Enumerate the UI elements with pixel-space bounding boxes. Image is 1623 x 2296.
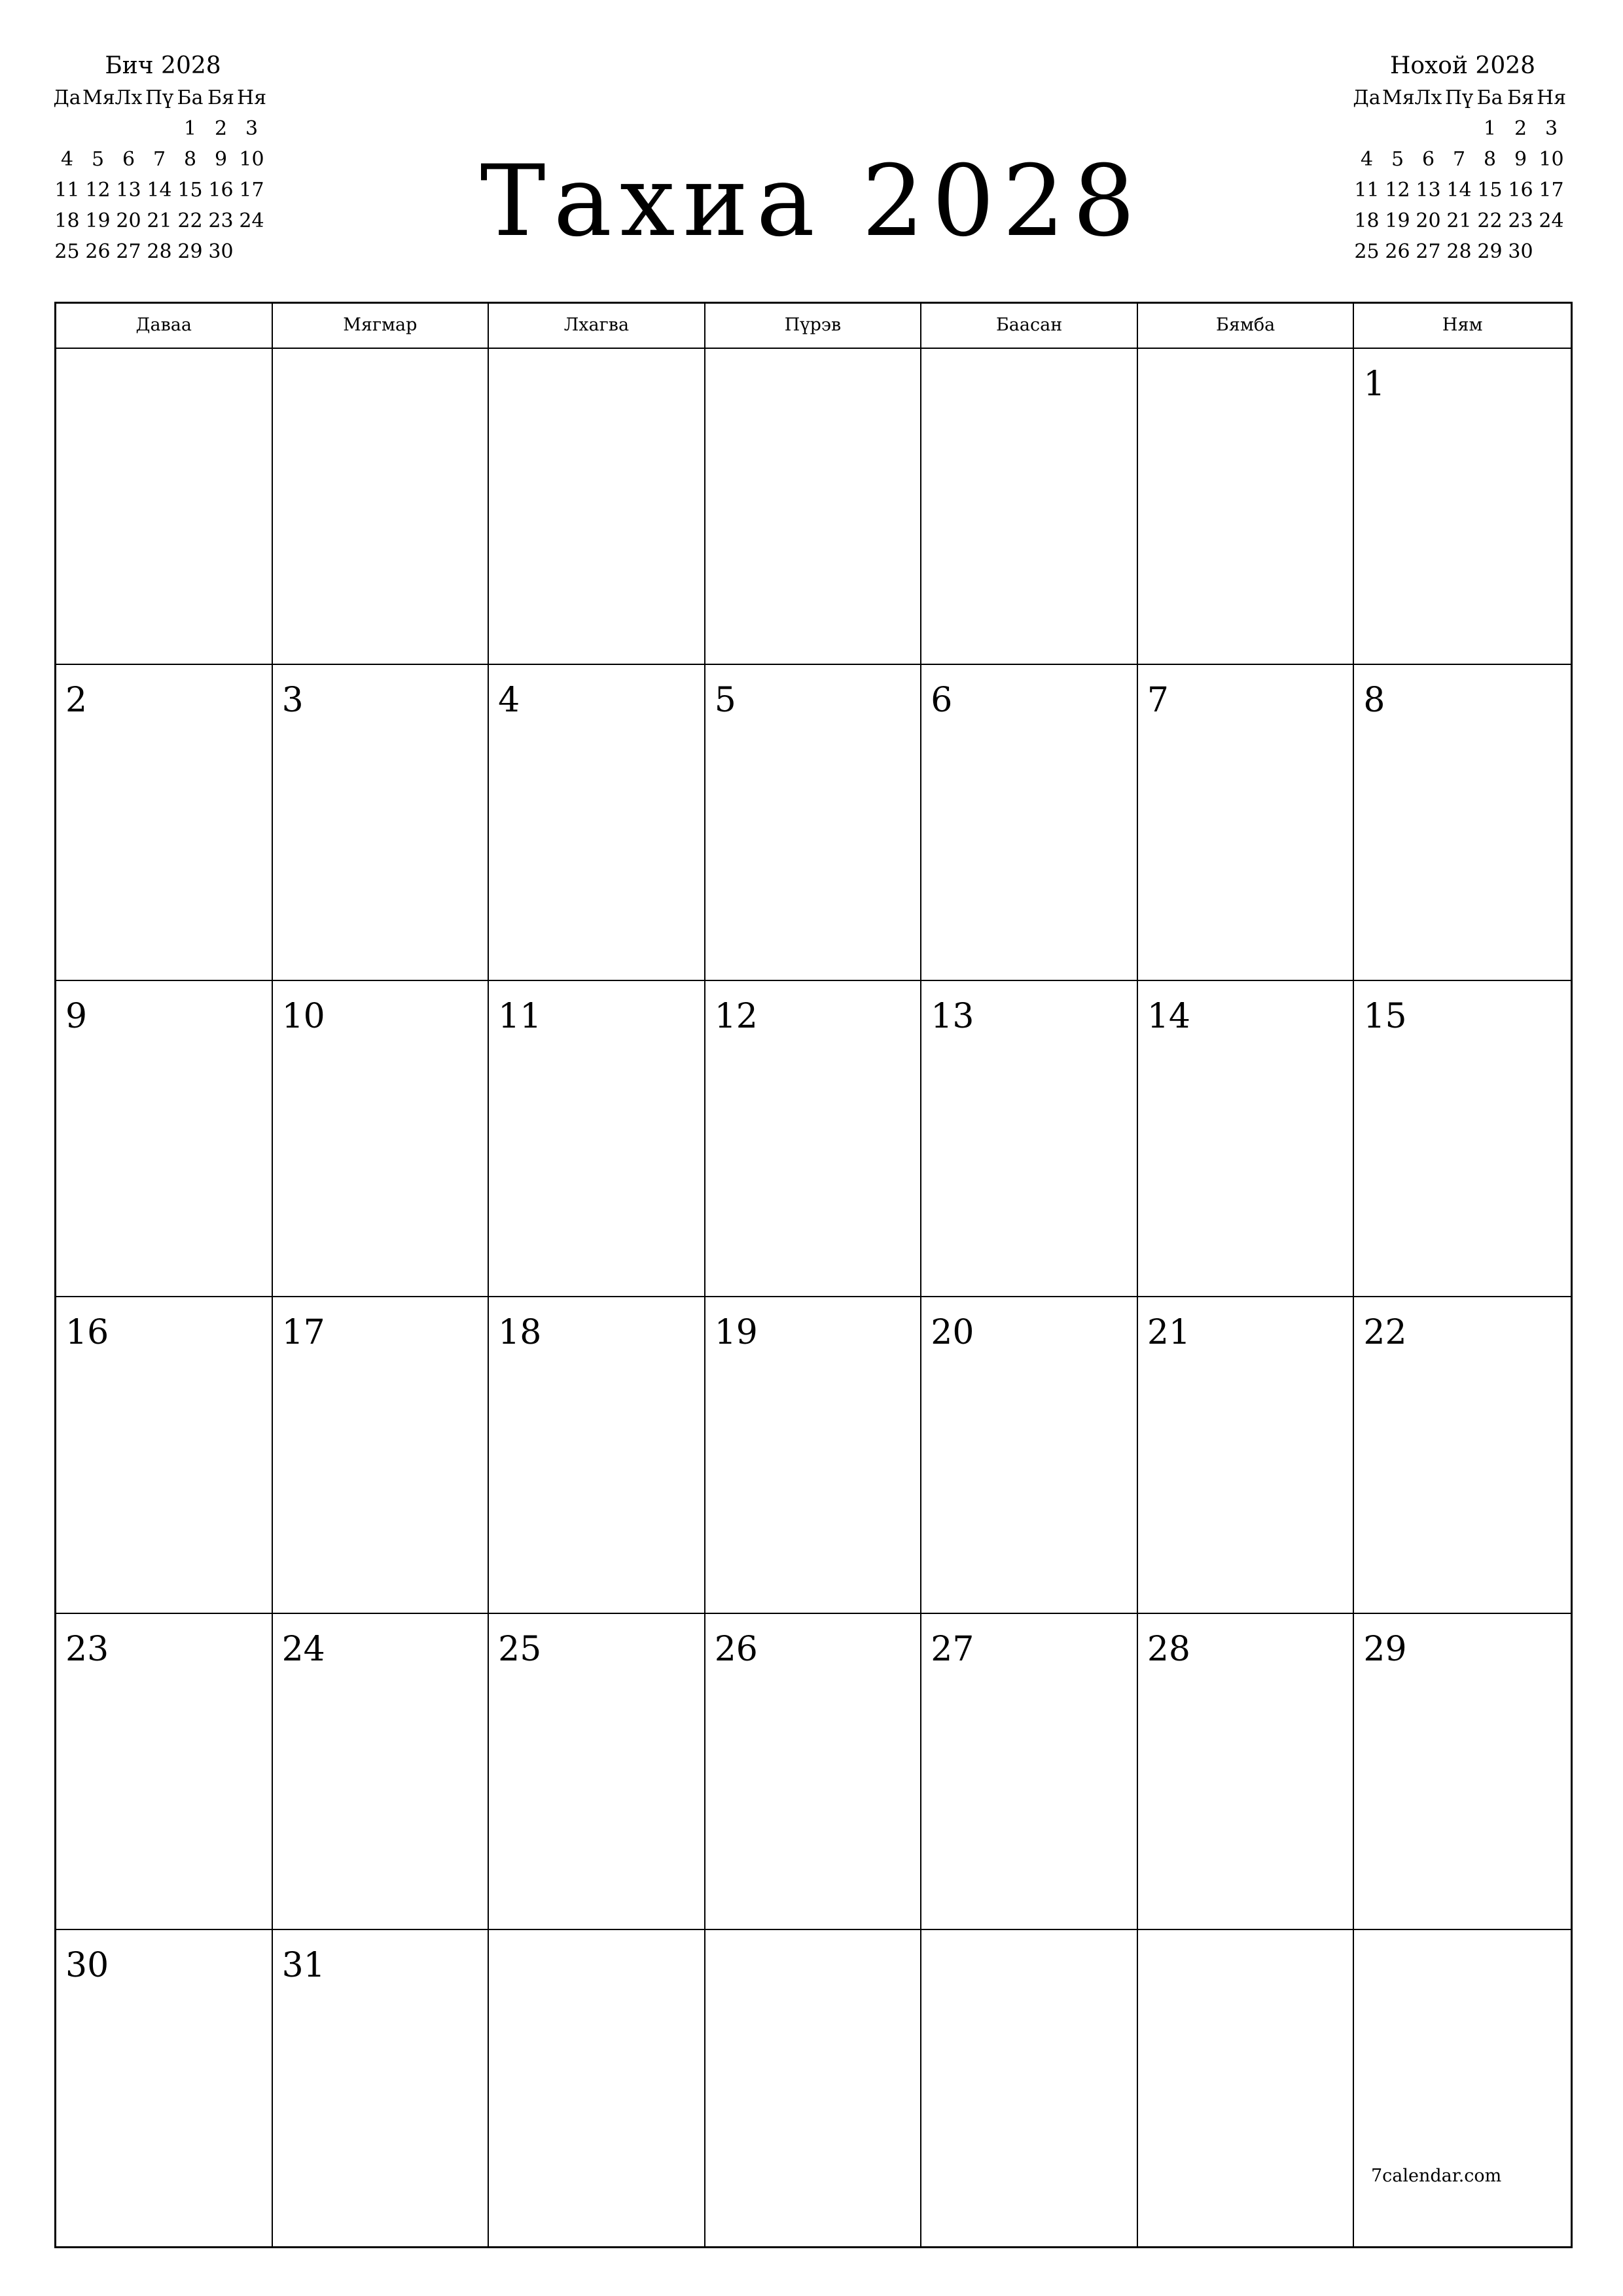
day-number: 13 [931, 997, 974, 1037]
mini-weekday-label: Ба [177, 86, 204, 109]
mini-day: 26 [1385, 240, 1410, 263]
day-cell[interactable] [705, 981, 922, 1297]
mini-day: 5 [1391, 148, 1404, 171]
mini-day: 29 [177, 240, 203, 263]
day-cell[interactable] [56, 981, 273, 1297]
day-number: 7 [1147, 681, 1169, 721]
mini-day: 17 [1539, 179, 1564, 202]
mini-day: 7 [1452, 148, 1466, 171]
day-number: 2 [65, 681, 88, 721]
day-number: 15 [1363, 997, 1407, 1037]
mini-day: 1 [1483, 117, 1497, 140]
mini-day: 23 [1508, 209, 1533, 232]
day-cell[interactable] [489, 349, 705, 665]
day-number: 28 [1147, 1629, 1191, 1669]
day-number: 12 [714, 997, 758, 1037]
mini-weekday-label: Мя [82, 86, 115, 109]
mini-weekday-label: Бя [207, 86, 234, 109]
day-number: 1 [1363, 365, 1385, 404]
mini-day: 27 [116, 240, 141, 263]
mini-day: 22 [1477, 209, 1503, 232]
next-month-title: Нохой 2028 [1389, 52, 1536, 79]
day-cell[interactable] [1354, 981, 1571, 1297]
mini-day: 9 [214, 148, 228, 171]
mini-day: 8 [1483, 148, 1497, 171]
mini-day: 11 [1354, 179, 1380, 202]
mini-day: 11 [54, 179, 80, 202]
day-cell[interactable] [56, 349, 273, 665]
mini-weekday-label: Да [53, 86, 81, 109]
mini-day: 19 [1385, 209, 1410, 232]
day-cell[interactable] [705, 1614, 922, 1930]
day-cell[interactable] [921, 665, 1138, 981]
day-number: 3 [281, 681, 304, 721]
mini-weekday-label: Пү [145, 86, 174, 109]
day-number: 23 [65, 1629, 109, 1669]
day-cell[interactable] [1138, 981, 1355, 1297]
mini-day: 24 [1539, 209, 1564, 232]
mini-day: 18 [54, 209, 80, 232]
day-cell[interactable] [705, 665, 922, 981]
day-cell[interactable] [1138, 1930, 1355, 2246]
mini-day: 24 [239, 209, 264, 232]
weekday-header: Мягмар [273, 304, 490, 349]
day-cell[interactable] [705, 1297, 922, 1613]
day-cell[interactable] [921, 1614, 1138, 1930]
next-month-grid [1351, 82, 1574, 267]
prev-month-title: Бич 2028 [105, 52, 221, 79]
day-cell[interactable] [489, 1614, 705, 1930]
mini-day: 27 [1416, 240, 1441, 263]
mini-day: 28 [147, 240, 172, 263]
day-cell[interactable] [489, 665, 705, 981]
day-number: 17 [281, 1313, 325, 1353]
mini-weekday-label: Бя [1507, 86, 1534, 109]
mini-day: 3 [245, 117, 259, 140]
day-cell[interactable] [56, 1614, 273, 1930]
weekday-header: Пүрэв [705, 304, 922, 349]
weekday-header: Лхагва [489, 304, 705, 349]
day-cell[interactable] [705, 349, 922, 665]
day-number: 18 [498, 1313, 542, 1353]
mini-weekday-label: Пү [1444, 86, 1474, 109]
mini-day: 2 [214, 117, 228, 140]
mini-day [1351, 113, 1382, 144]
day-cell[interactable] [1138, 349, 1355, 665]
next-month-mini-calendar [1351, 50, 1574, 267]
mini-day: 12 [1385, 179, 1410, 202]
weekday-header: Бямба [1138, 304, 1355, 349]
mini-day: 25 [54, 240, 80, 263]
day-number: 29 [1363, 1629, 1407, 1669]
weekday-header: Баасан [921, 304, 1138, 349]
mini-day [1382, 113, 1413, 144]
day-number: 25 [498, 1629, 542, 1669]
mini-weekday-label: Да [1353, 86, 1381, 109]
month-calendar-grid [54, 302, 1573, 2248]
day-number: 30 [65, 1945, 109, 1985]
day-number: 24 [281, 1629, 325, 1669]
day-number: 21 [1147, 1313, 1191, 1353]
mini-day [1413, 113, 1444, 144]
mini-day: 28 [1446, 240, 1472, 263]
mini-day: 20 [1416, 209, 1441, 232]
day-cell[interactable] [56, 1297, 273, 1613]
day-cell[interactable] [705, 1930, 922, 2246]
day-cell[interactable] [1354, 665, 1571, 981]
day-number: 14 [1147, 997, 1191, 1037]
mini-day: 17 [239, 179, 264, 202]
day-cell[interactable] [56, 665, 273, 981]
mini-day: 4 [1360, 148, 1374, 171]
mini-weekday-label: Ба [1476, 86, 1503, 109]
mini-day: 6 [122, 148, 135, 171]
day-cell[interactable] [489, 1297, 705, 1613]
mini-weekday-label: Лх [115, 86, 143, 109]
day-number: 26 [714, 1629, 758, 1669]
day-cell[interactable] [1354, 1614, 1571, 1930]
mini-day: 3 [1544, 117, 1558, 140]
day-number: 6 [931, 681, 953, 721]
day-number: 8 [1363, 681, 1385, 721]
day-number: 5 [714, 681, 736, 721]
mini-weekday-label: Ня [236, 86, 267, 109]
mini-weekday-label: Лх [1414, 86, 1442, 109]
day-cell[interactable] [273, 1614, 490, 1930]
mini-day: 30 [1508, 240, 1533, 263]
mini-day: 13 [1416, 179, 1441, 202]
mini-day: 21 [1446, 209, 1472, 232]
mini-day: 30 [208, 240, 234, 263]
day-cell[interactable] [273, 349, 490, 665]
day-cell[interactable] [1354, 1930, 1571, 2246]
day-cell[interactable] [1354, 1297, 1571, 1613]
day-cell[interactable] [273, 981, 490, 1297]
day-number: 9 [65, 997, 88, 1037]
mini-day: 20 [116, 209, 141, 232]
mini-day: 29 [1477, 240, 1503, 263]
mini-day: 1 [183, 117, 197, 140]
mini-day: 22 [177, 209, 203, 232]
mini-day: 6 [1421, 148, 1435, 171]
day-number: 31 [281, 1945, 325, 1985]
mini-day: 23 [208, 209, 234, 232]
day-cell[interactable] [1138, 1297, 1355, 1613]
mini-day: 15 [1477, 179, 1503, 202]
day-number: 27 [931, 1629, 974, 1669]
day-number: 11 [498, 997, 542, 1037]
mini-weekday-label: Мя [1382, 86, 1415, 109]
mini-day: 8 [183, 148, 197, 171]
day-cell[interactable] [489, 981, 705, 1297]
mini-day: 4 [60, 148, 74, 171]
mini-day: 5 [91, 148, 105, 171]
day-cell[interactable] [56, 1930, 273, 2246]
mini-day: 14 [1446, 179, 1472, 202]
weekday-header: Ням [1354, 304, 1571, 349]
day-cell[interactable] [921, 349, 1138, 665]
day-number: 20 [931, 1313, 974, 1353]
day-cell[interactable] [273, 1930, 490, 2246]
day-cell[interactable] [1354, 349, 1571, 665]
page-title: Тахиа 2028 [480, 145, 1143, 259]
mini-day: 12 [85, 179, 111, 202]
mini-day: 9 [1514, 148, 1527, 171]
day-number: 10 [281, 997, 325, 1037]
day-number: 4 [498, 681, 520, 721]
mini-day: 19 [85, 209, 111, 232]
mini-day: 7 [152, 148, 166, 171]
mini-day: 25 [1354, 240, 1380, 263]
mini-day: 15 [177, 179, 203, 202]
day-number: 22 [1363, 1313, 1407, 1353]
day-cell[interactable] [921, 1297, 1138, 1613]
day-cell[interactable] [489, 1930, 705, 2246]
weekday-header: Даваа [56, 304, 273, 349]
day-cell[interactable] [1138, 1614, 1355, 1930]
day-cell[interactable] [273, 665, 490, 981]
day-cell[interactable] [273, 1297, 490, 1613]
site-credit: 7calendar.com [1371, 2166, 1502, 2186]
mini-day: 16 [1508, 179, 1533, 202]
mini-day [1444, 113, 1474, 144]
day-cell[interactable] [921, 981, 1138, 1297]
mini-weekday-label: Ня [1536, 86, 1567, 109]
mini-day: 10 [1539, 148, 1564, 171]
day-number: 16 [65, 1313, 109, 1353]
mini-day: 16 [208, 179, 234, 202]
mini-day: 2 [1514, 117, 1527, 140]
mini-day: 18 [1354, 209, 1380, 232]
day-cell[interactable] [921, 1930, 1138, 2246]
mini-day: 26 [85, 240, 111, 263]
day-cell[interactable] [1138, 665, 1355, 981]
mini-day: 13 [116, 179, 141, 202]
mini-day: 14 [147, 179, 172, 202]
day-number: 19 [714, 1313, 758, 1353]
mini-day: 21 [147, 209, 172, 232]
mini-day: 10 [239, 148, 264, 171]
